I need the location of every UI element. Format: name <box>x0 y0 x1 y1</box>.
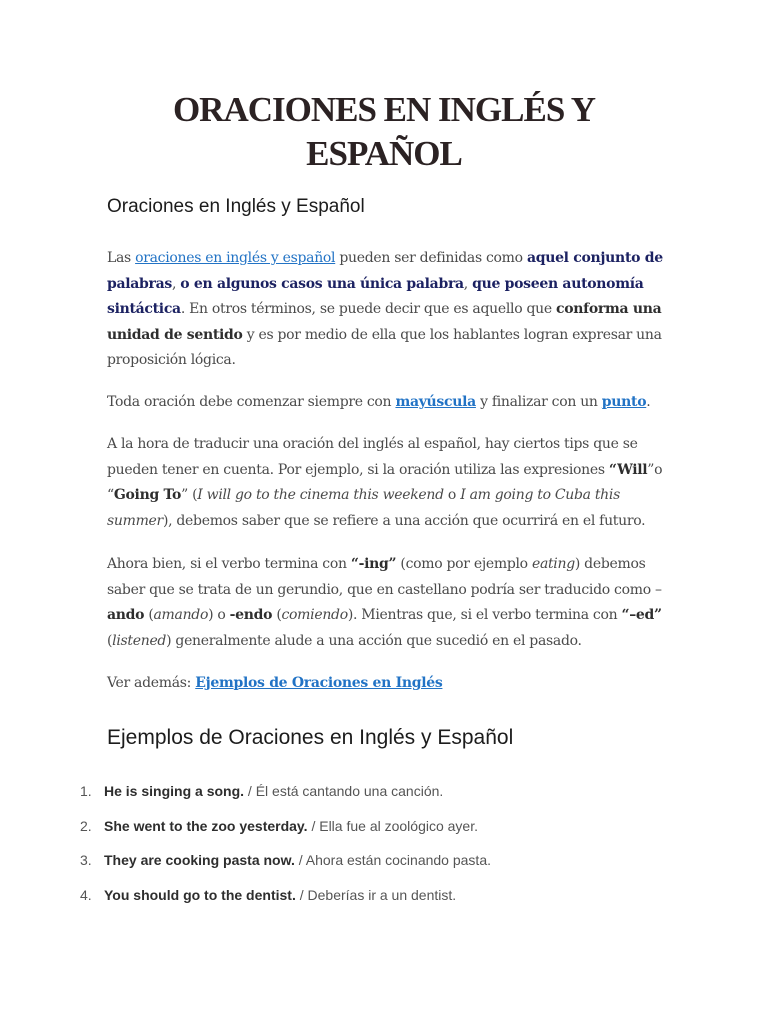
intro-paragraph: Las oraciones en inglés y español pueden ser definidas como aquel conjunto de palabras, o en algunos casos una única palabra, que poseen autonomía sintáctica. En otros términos, se puede decir que es aquello que conforma una unidad de sentido y es por medio de ella que los hablantes logran expresar una proposición lógica. <box>107 250 663 368</box>
rule-paragraph: Toda oración debe comenzar siempre con mayúscula y finalizar con un punto. <box>107 394 651 410</box>
mayuscula-link[interactable]: mayúscula <box>395 394 476 410</box>
gerund-paragraph: Ahora bien, si el verbo termina con “-ing” (como por ejemplo eating) debemos saber que se trata de un gerundio, que en castellano podría ser traducido como –ando (amando) o -endo (comiendo). Mientras que, si el verbo termina con “–ed” (listened) generalmente alude a una acción que sucedió en el pasado. <box>107 556 662 649</box>
page-title: ORACIONES EN INGLÉS Y ESPAÑOL <box>172 90 596 173</box>
see-also-paragraph: Ver además: Ejemplos de Oraciones en Inglés <box>107 675 443 691</box>
ejemplos-link[interactable]: Ejemplos de Oraciones en Inglés <box>195 675 443 691</box>
list-item: 4. You should go to the dentist. / Deberías ir a un dentist. <box>80 886 457 903</box>
section-subtitle: Oraciones en Inglés y Español <box>107 196 365 217</box>
definition-bold: aquel conjunto de palabras <box>107 250 663 292</box>
list-item: 1. He is singing a song. / Él está cantando una canción. <box>80 783 444 799</box>
punto-link[interactable]: punto <box>601 394 647 410</box>
future-tips-paragraph: A la hora de traducir una oración del inglés al español, hay ciertos tips que se pueden tener en cuenta. Por ejemplo, si la oración utiliza las expresiones “Will”o “Going To” (I will go to the cinema this weekend o I am going to Cuba this summer), debemos saber que se refiere a una acción que ocurrirá en el futuro. <box>107 436 663 529</box>
oraciones-link[interactable]: oraciones en inglés y español <box>135 250 336 266</box>
list-item: 2. She went to the zoo yesterday. / Ella fue al zoológico ayer. <box>80 817 478 834</box>
examples-heading: Ejemplos de Oraciones en Inglés y Español <box>107 726 514 749</box>
list-item: 3. They are cooking pasta now. / Ahora están cocinando pasta. <box>80 852 491 868</box>
examples-list <box>80 783 491 921</box>
